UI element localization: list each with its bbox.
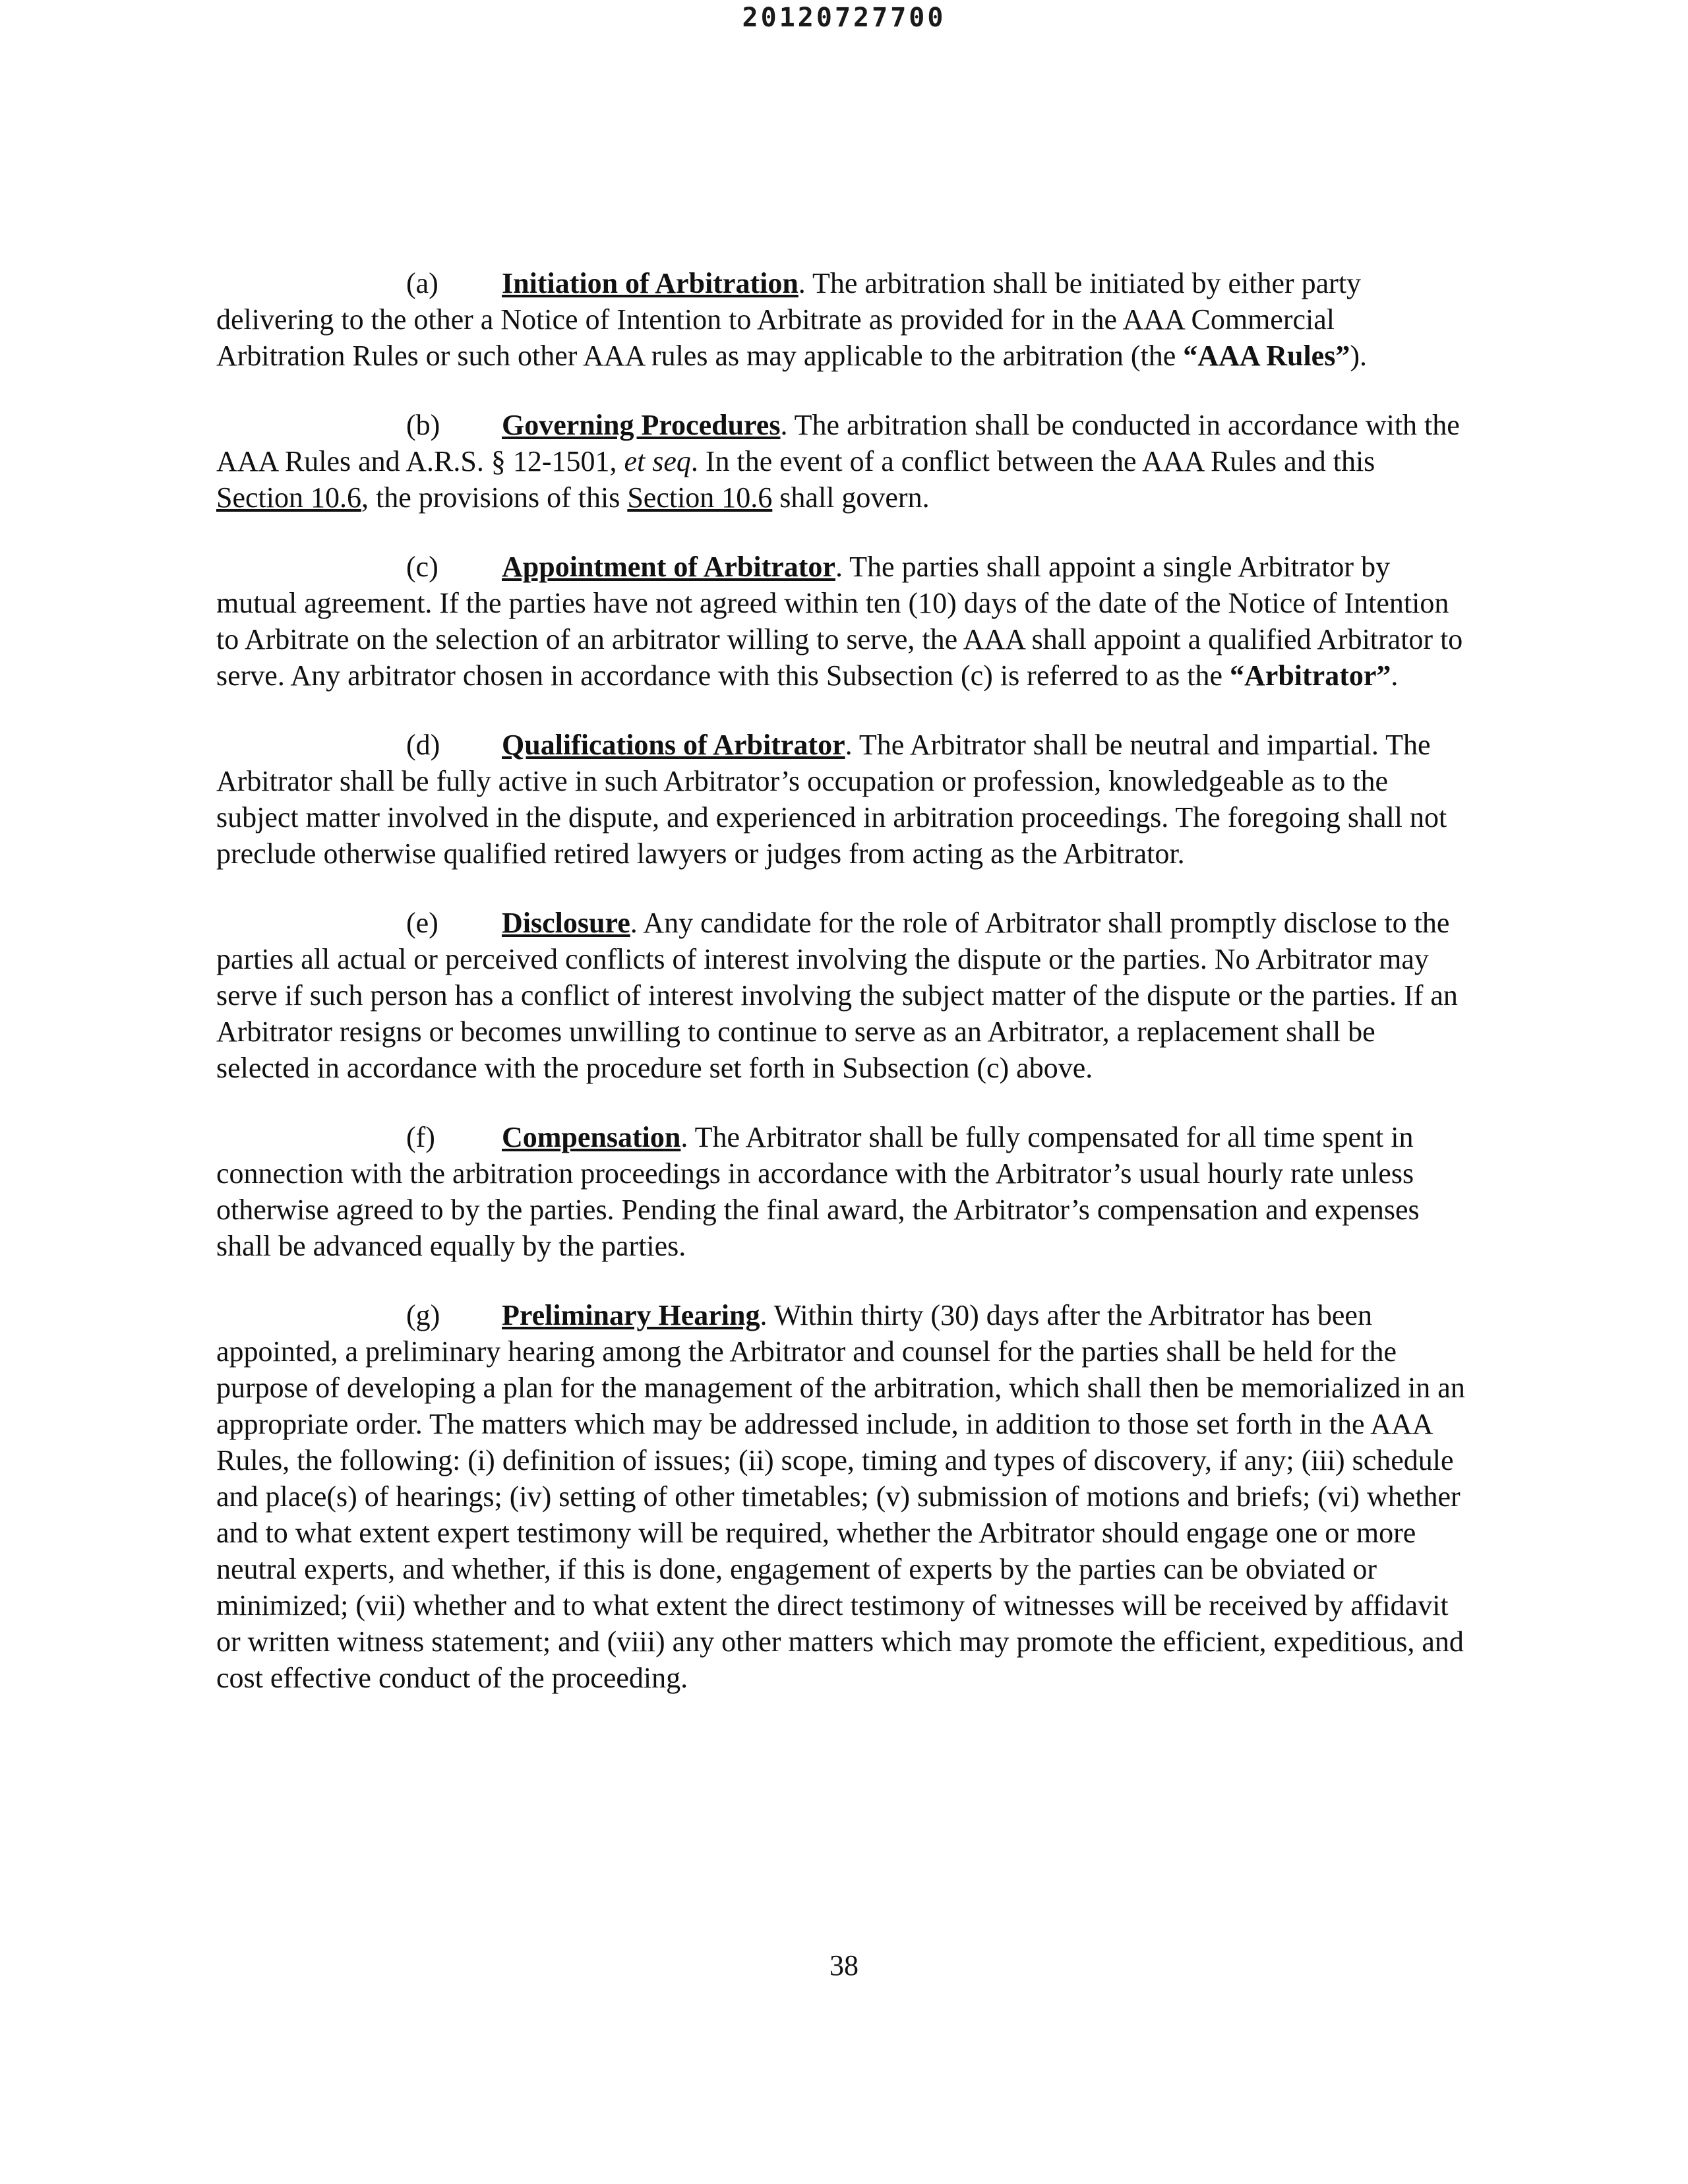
document-number: 20120727700 bbox=[742, 3, 946, 33]
paragraph-text: . The Arbitrator shall be neutral and impartial. The Arbitrator shall be fully active in such Arbitrator’s occupation or profession, knowledgeable as to the subject matter involved in the dispute, and experienced in arbitration proceedings. The foregoing shall not preclude otherwise qualified retired lawyers or judges from acting as the Arbitrator. bbox=[216, 729, 1447, 870]
page-number: 38 bbox=[829, 1949, 859, 1982]
paragraph-label: (g) bbox=[406, 1299, 440, 1331]
paragraph-text: . The parties shall appoint a single Arbitrator by mutual agreement. If the parties have not agreed within ten (10) days of the date of the Notice of Intention to Arbitrate on the selection of an arbitrator willing to serve, the AAA shall appoint a qualified Arbitrator to serve. Any arbitrator chosen in accordance with this Subsection (c) is referred to as the bbox=[216, 551, 1463, 692]
paragraph-a bbox=[216, 265, 1469, 374]
paragraph-text: . In the event of a conflict between the AAA Rules and this bbox=[690, 445, 1375, 477]
document-body bbox=[216, 265, 1469, 1729]
paragraph-text: , the provisions of this bbox=[361, 481, 628, 514]
paragraph-label: (a) bbox=[406, 267, 438, 299]
paragraph-heading: Preliminary Hearing bbox=[502, 1299, 760, 1331]
paragraph-heading: Disclosure bbox=[502, 907, 630, 939]
defined-term: “AAA Rules” bbox=[1183, 340, 1350, 372]
paragraph-g bbox=[216, 1297, 1469, 1696]
paragraph-label: (b) bbox=[406, 409, 440, 441]
paragraph-text: ). bbox=[1350, 340, 1367, 372]
paragraph-d bbox=[216, 727, 1469, 872]
italic-text: et seq bbox=[624, 445, 691, 477]
paragraph-heading: Appointment of Arbitrator bbox=[502, 551, 835, 583]
paragraph-text: . bbox=[1391, 659, 1399, 692]
paragraph-text: . Within thirty (30) days after the Arbitrator has been appointed, a preliminary hearing among the Arbitrator and counsel for the parties shall be held for the purpose of developing a plan for the management of the arbitration, which shall then be memorialized in an appropriate order. The matters which may be addressed include, in addition to those set forth in the AAA Rules, the following: (i) definition of issues; (ii) scope, timing and types of discovery, if any; (iii) schedule and place(s) of hearings; (iv) setting of other timetables; (v) submission of motions and briefs; (vi) whether and to what extent expert testimony will be required, whether the Arbitrator should engage one or more neutral experts, and whether, if this is done, engagement of experts by the parties can be obviated or minimized; (vii) whether and to what extent the direct testimony of witnesses will be received by affidavit or written witness statement; and (viii) any other matters which may promote the efficient, expeditious, and cost effective conduct of the proceeding. bbox=[216, 1299, 1465, 1694]
defined-term: “Arbitrator” bbox=[1230, 659, 1391, 692]
paragraph-label: (d) bbox=[406, 729, 440, 761]
paragraph-text: . The Arbitrator shall be fully compensated for all time spent in connection with the arbitration proceedings in accordance with the Arbitrator’s usual hourly rate unless otherwise agreed to by the parties. Pending the final award, the Arbitrator’s compensation and expenses shall be advanced equally by the parties. bbox=[216, 1121, 1420, 1262]
paragraph-label: (c) bbox=[406, 551, 438, 583]
paragraph-c bbox=[216, 549, 1469, 694]
paragraph-heading: Initiation of Arbitration bbox=[502, 267, 799, 299]
paragraph-f bbox=[216, 1119, 1469, 1264]
paragraph-heading: Compensation bbox=[502, 1121, 681, 1153]
paragraph-label: (f) bbox=[406, 1121, 435, 1153]
paragraph-label: (e) bbox=[406, 907, 438, 939]
paragraph-text: . The arbitration shall be initiated by either party delivering to the other a Notice of Intention to Arbitrate as provided for in the AAA Commercial Arbitration Rules or such other AAA rules as may applicable to the arbitration (the bbox=[216, 267, 1362, 372]
paragraph-heading: Qualifications of Arbitrator bbox=[502, 729, 845, 761]
section-reference: Section 10.6 bbox=[216, 481, 361, 514]
section-reference: Section 10.6 bbox=[627, 481, 773, 514]
paragraph-text: . The arbitration shall be conducted in accordance with the AAA Rules and A.R.S. § 12-1501, bbox=[216, 409, 1460, 477]
paragraph-text: . Any candidate for the role of Arbitrator shall promptly disclose to the parties all actual or perceived conflicts of interest involving the dispute or the parties. No Arbitrator may serve if such person has a conflict of interest involving the subject matter of the dispute or the parties. If an Arbitrator resigns or becomes unwilling to continue to serve as an Arbitrator, a replacement shall be selected in accordance with the procedure set forth in Subsection (c) above. bbox=[216, 907, 1458, 1084]
paragraph-b bbox=[216, 407, 1469, 516]
paragraph-e bbox=[216, 905, 1469, 1086]
paragraph-text: shall govern. bbox=[772, 481, 930, 514]
paragraph-heading: Governing Procedures bbox=[502, 409, 781, 441]
